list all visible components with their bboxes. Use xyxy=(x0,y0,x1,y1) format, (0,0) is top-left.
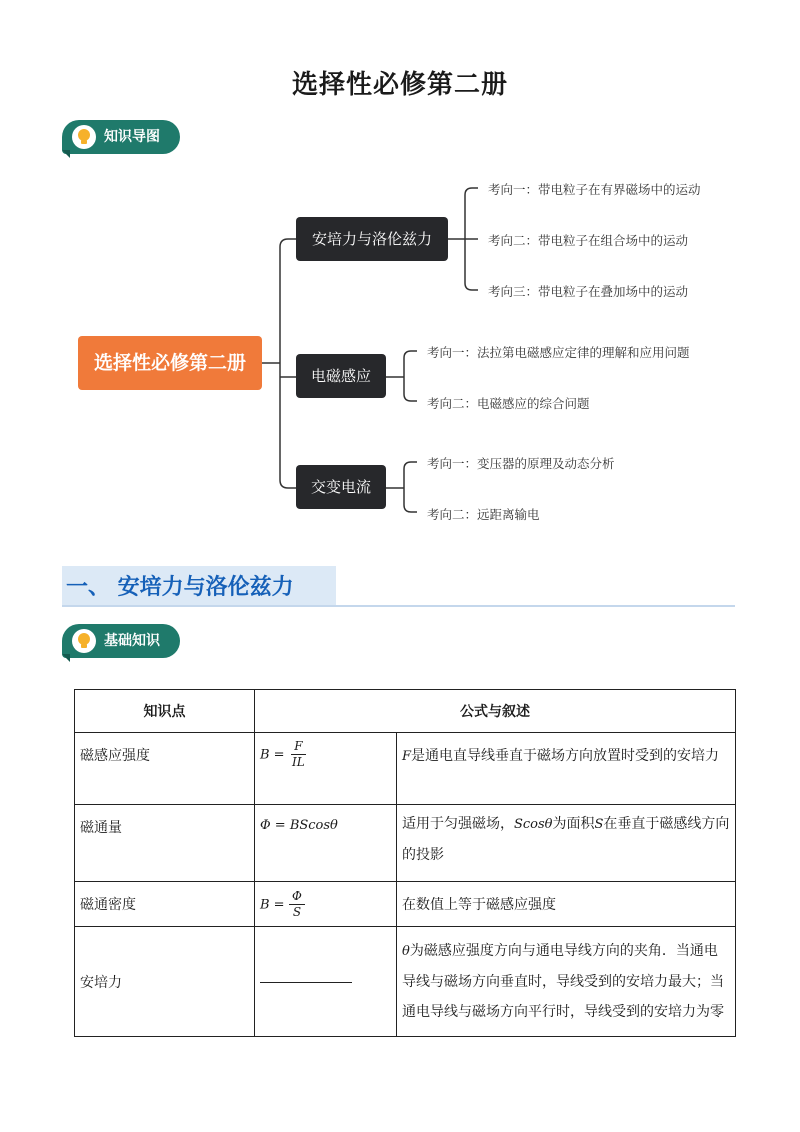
row-desc xyxy=(397,733,736,805)
row-desc xyxy=(397,927,736,1037)
basics-tag xyxy=(62,624,180,658)
branch2-connector xyxy=(386,351,417,401)
formula-blank-line xyxy=(260,981,352,983)
section-banner-underline xyxy=(62,605,735,607)
row-formula xyxy=(255,733,397,805)
desc-text-b: 为面积 xyxy=(552,816,595,832)
leaf-2-1: 考向一：法拉第电磁感应定律的理解和应用问题 xyxy=(427,345,690,360)
leaf-2-2: 考向二：电磁感应的综合问题 xyxy=(427,396,590,411)
mindmap-connectors xyxy=(0,0,800,560)
section-banner xyxy=(62,566,735,606)
leaf-1-1: 考向一：带电粒子在有界磁场中的运动 xyxy=(488,182,701,197)
row-desc: 在数值上等于磁感应强度 xyxy=(397,882,736,927)
leaf-1-2: 考向二：带电粒子在组合场中的运动 xyxy=(488,233,689,248)
row-point: 磁通密度 xyxy=(75,882,255,927)
table-row xyxy=(75,805,736,882)
table-row xyxy=(75,733,736,805)
tag-fold xyxy=(62,654,70,662)
formula-fraction xyxy=(289,739,308,770)
basics-tag-label: 基础知识 xyxy=(104,633,160,649)
desc-text-a: 适用于匀强磁场， xyxy=(402,816,514,832)
row-formula xyxy=(255,805,397,882)
table-header-row xyxy=(75,690,736,733)
branch-ampere-lorentz: 安培力与洛伦兹力 xyxy=(296,217,448,261)
desc-var: θ xyxy=(402,944,410,959)
row-point: 磁通量 xyxy=(75,805,255,882)
row-point: 磁感应强度 xyxy=(75,733,255,805)
desc-text: 为磁感应强度方向与通电导线方向的夹角．当通电导线与磁场方向垂直时，导线受到的安培力最大；当通电导线与磁场方向平行时，导线受到的安培力为零 xyxy=(402,943,724,1020)
formula-denominator: IL xyxy=(292,755,305,769)
leaf-3-2: 考向二：远距离输电 xyxy=(427,507,540,522)
formula-numerator: F xyxy=(291,739,305,755)
section-heading: 一、 安培力与洛伦兹力 xyxy=(66,575,294,600)
formula-lhs: B = xyxy=(260,897,285,912)
lightbulb-icon xyxy=(72,629,96,653)
mindmap-tag-label: 知识导图 xyxy=(104,129,160,145)
formula-text: Φ = BScosθ xyxy=(260,818,338,833)
table-row xyxy=(75,927,736,1037)
header-formula: 公式与叙述 xyxy=(255,690,736,733)
branch-ac-current: 交变电流 xyxy=(296,465,386,509)
desc-var: F xyxy=(402,749,412,764)
row-desc xyxy=(397,805,736,882)
leaf-1-3: 考向三：带电粒子在叠加场中的运动 xyxy=(488,284,689,299)
desc-text: 是通电直导线垂直于磁场方向放置时受到的安培力 xyxy=(411,748,720,764)
formula-lhs: B = xyxy=(260,747,285,763)
formula-numerator: Φ xyxy=(289,889,305,905)
page-title: 选择性必修第二册 xyxy=(291,70,508,100)
row-formula xyxy=(255,882,397,927)
formula-fraction xyxy=(289,889,305,920)
row-point: 安培力 xyxy=(75,927,255,1037)
desc-text-c: 在垂直于磁感线方向的投影 xyxy=(402,816,730,863)
desc-var2: S xyxy=(594,817,604,832)
formula-denominator: S xyxy=(292,904,302,919)
mindmap-root: 选择性必修第二册 xyxy=(78,336,262,390)
branch-em-induction: 电磁感应 xyxy=(296,354,386,398)
row-formula xyxy=(255,927,397,1037)
branch1-connector xyxy=(448,188,478,290)
branch3-connector xyxy=(386,462,417,512)
leaf-3-1: 考向一：变压器的原理及动态分析 xyxy=(427,456,615,471)
header-point: 知识点 xyxy=(75,690,255,733)
trunk-line xyxy=(280,239,296,488)
desc-var1: Scosθ xyxy=(514,817,553,832)
knowledge-table xyxy=(74,689,736,1037)
table-row xyxy=(75,882,736,927)
